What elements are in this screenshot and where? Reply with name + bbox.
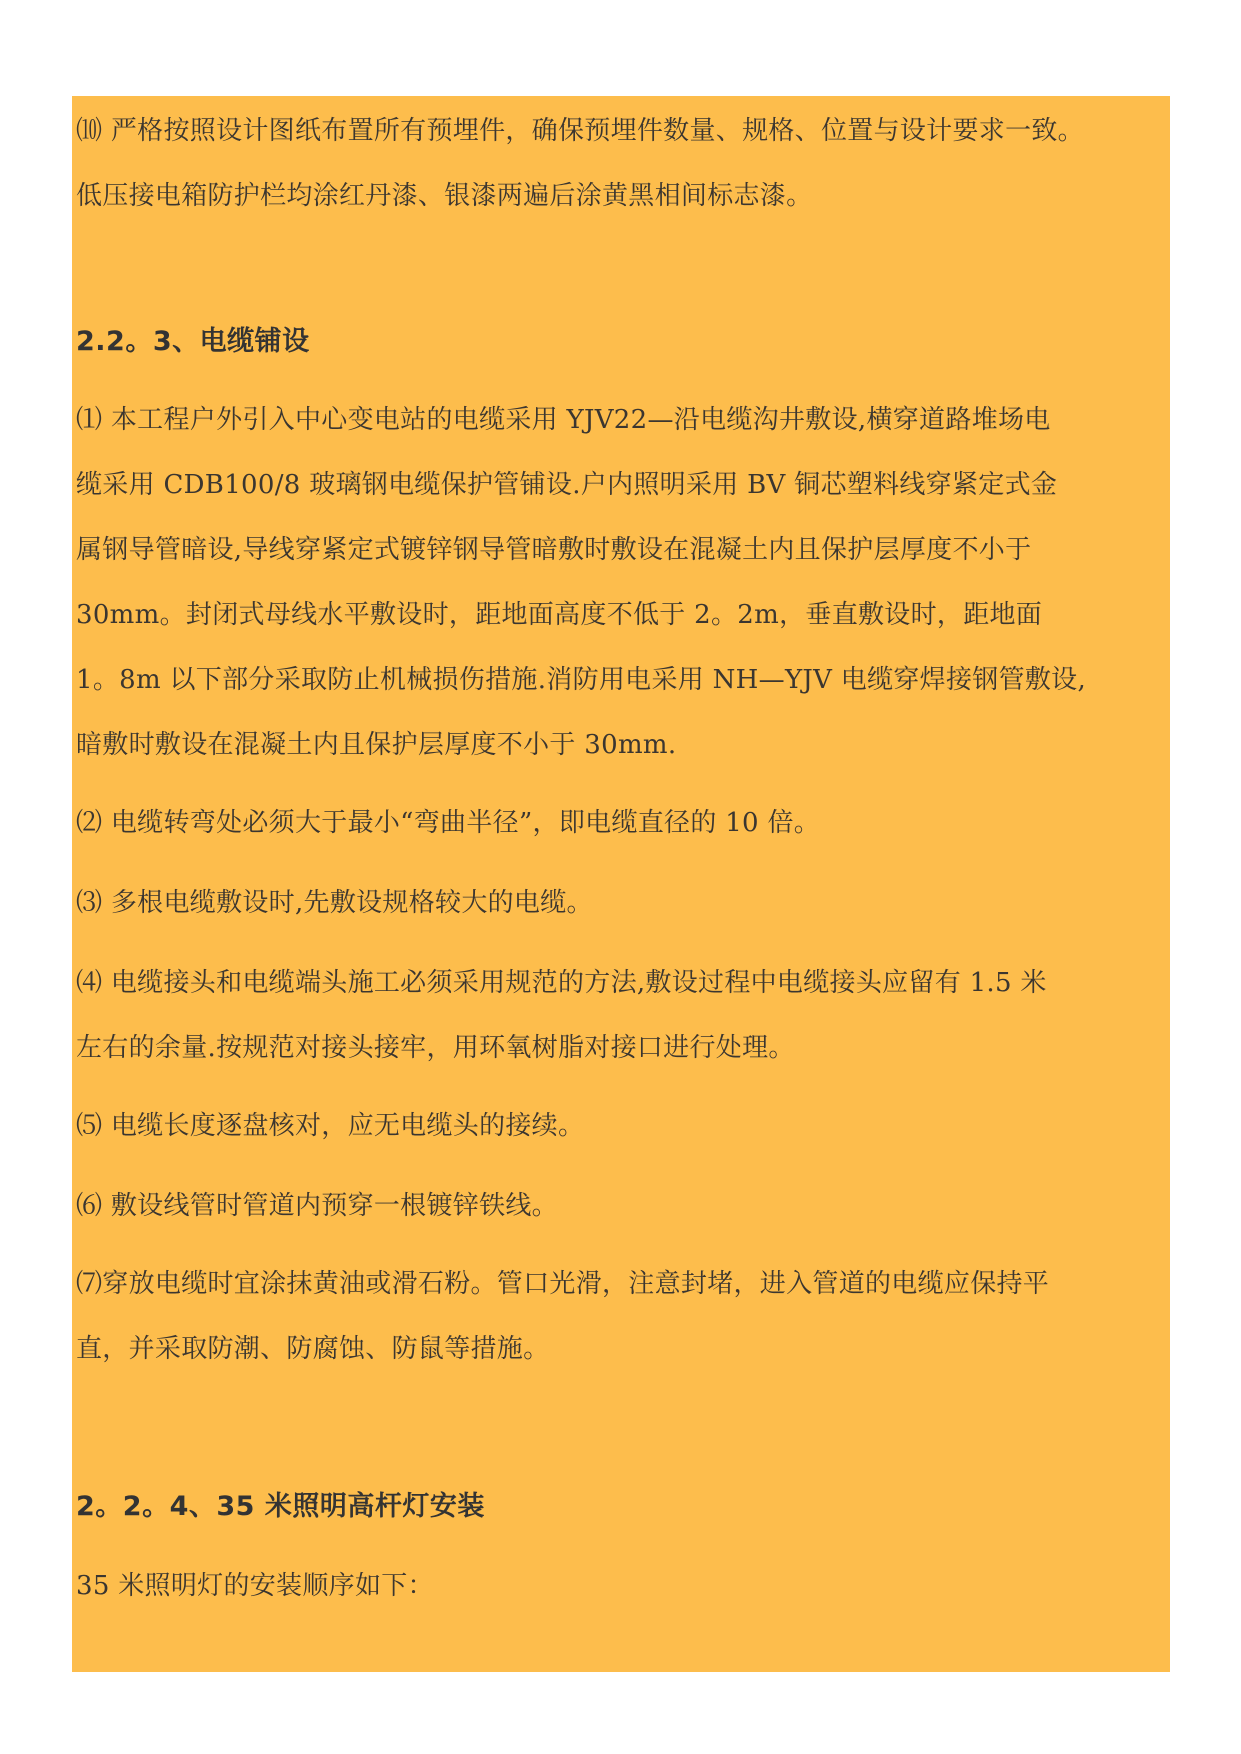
paragraph-3: ⑶ 多根电缆敷设时,先敷设规格较大的电缆。 <box>76 888 593 918</box>
paragraph-7-line-2: 直，并采取防潮、防腐蚀、防鼠等措施。 <box>76 1334 550 1364</box>
paragraph-1-line-4: 30mm。封闭式母线水平敷设时，距地面高度不低于 2。2m，垂直敷设时，距地面 <box>76 600 1043 630</box>
paragraph-4-line-2: 左右的余量.按规范对接头接牢，用环氧树脂对接口进行处理。 <box>76 1033 795 1063</box>
paragraph-1-line-2: 缆采用 CDB100/8 玻璃钢电缆保护管铺设.户内照明采用 BV 铜芯塑料线穿紧定式金 <box>76 470 1058 500</box>
document-panel <box>72 96 1170 1672</box>
paragraph-1-line-3: 属钢导管暗设,导线穿紧定式镀锌钢导管暗敷时敷设在混凝土内且保护层厚度不小于 <box>76 535 1032 565</box>
section-heading-2-2-4: 2。2。4、35 米照明高杆灯安装 <box>76 1491 485 1522</box>
paragraph-4-line-1: ⑷ 电缆接头和电缆端头施工必须采用规范的方法,敷设过程中电缆接头应留有 1.5 米 <box>76 968 1047 998</box>
section-heading-2-2-3: 2.2。3、电缆铺设 <box>76 326 310 357</box>
paragraph-1-line-5: 1。8m 以下部分采取防止机械损伤措施.消防用电采用 NH—YJV 电缆穿焊接钢管敷设, <box>76 665 1087 695</box>
paragraph-2: ⑵ 电缆转弯处必须大于最小“弯曲半径”，即电缆直径的 10 倍。 <box>76 808 821 838</box>
paragraph-10-line-2: 低压接电箱防护栏均涂红丹漆、银漆两遍后涂黄黑相间标志漆。 <box>76 181 813 211</box>
paragraph-6: ⑹ 敷设线管时管道内预穿一根镀锌铁线。 <box>76 1191 558 1221</box>
paragraph-7-line-1: ⑺穿放电缆时宜涂抹黄油或滑石粉。管口光滑，注意封堵，进入管道的电缆应保持平 <box>76 1269 1050 1299</box>
paragraph-1-line-6: 暗敷时敷设在混凝土内且保护层厚度不小于 30mm. <box>76 730 677 760</box>
paragraph-5: ⑸ 电缆长度逐盘核对，应无电缆头的接续。 <box>76 1111 585 1141</box>
paragraph-10-line-1: ⑽ 严格按照设计图纸布置所有预埋件，确保预埋件数量、规格、位置与设计要求一致。 <box>76 116 1084 146</box>
intro-line-35m-lights: 35 米照明灯的安装顺序如下： <box>76 1571 434 1601</box>
paragraph-1-line-1: ⑴ 本工程户外引入中心变电站的电缆采用 YJV22—沿电缆沟井敷设,横穿道路堆场电 <box>76 405 1051 435</box>
